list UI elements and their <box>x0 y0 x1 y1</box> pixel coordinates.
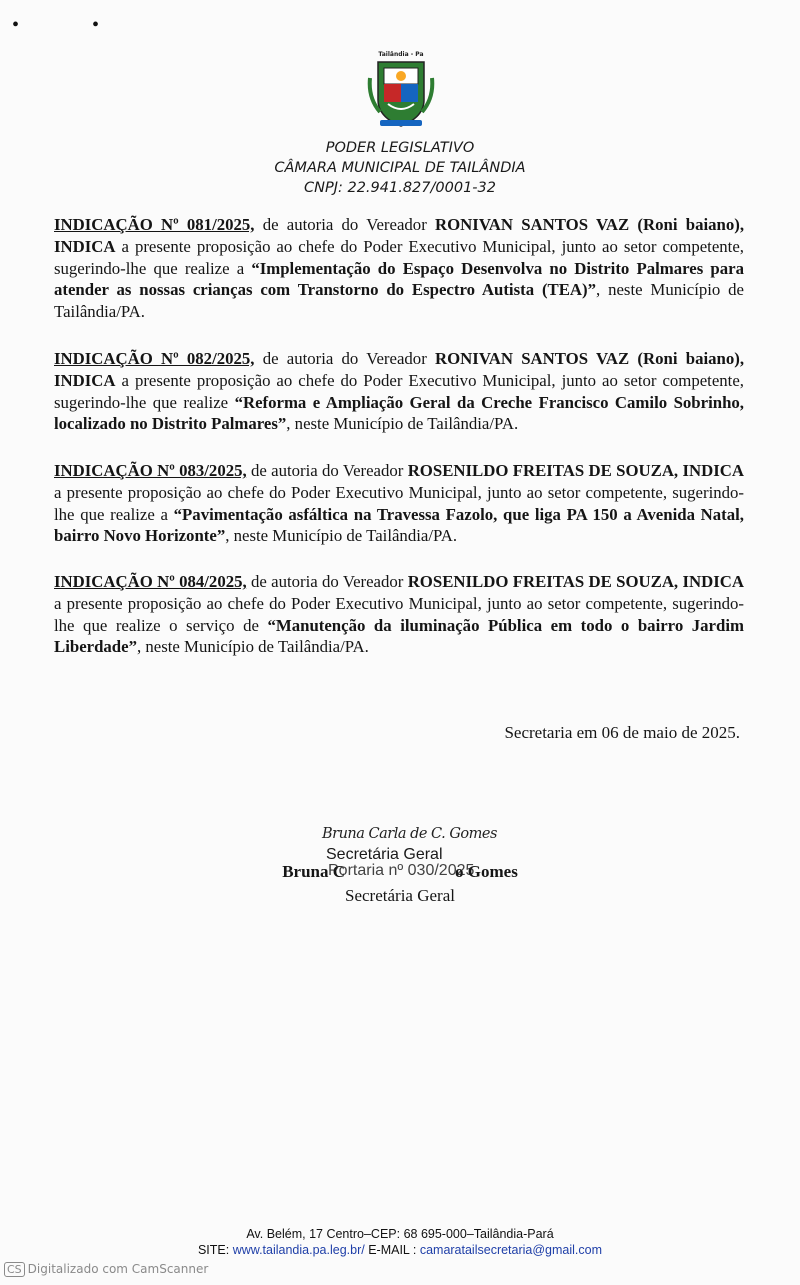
author-intro: de autoria do Vereador <box>246 572 408 591</box>
handwritten-signature: Bruna Carla de C. Gomes <box>322 826 497 842</box>
indication-closing: , neste Município de Tailândia/PA. <box>286 414 519 434</box>
municipal-crest-icon <box>366 48 436 132</box>
email-link[interactable]: camaratailsecretaria@gmail.com <box>419 1243 603 1257</box>
camscanner-text: Digitalizado com CamScanner <box>27 1262 209 1276</box>
signatory-name-left: Bruna C <box>282 862 346 881</box>
signatory-role: Secretária Geral <box>345 886 455 905</box>
indication-block <box>54 460 744 547</box>
indication-author: RONIVAN SANTOS VAZ (Roni baiano), <box>435 349 745 368</box>
indication-body: a presente proposição ao chefe do Poder Executivo Municipal, junto ao setor competente, sugerindo-lhe que realize a <box>54 482 744 524</box>
indication-block <box>54 214 744 323</box>
indication-ref: INDICAÇÃO Nº 081/2025, <box>54 215 255 234</box>
indication-ref: INDICAÇÃO Nº 083/2025, <box>54 461 247 480</box>
date-line: Secretaria em 06 de maio de 2025. <box>504 723 740 742</box>
indication-block <box>54 348 744 435</box>
site-link[interactable]: www.tailandia.pa.leg.br/ <box>232 1243 365 1257</box>
indication-block <box>54 571 744 658</box>
indication-closing: , neste Município de Tailândia/PA. <box>54 280 744 322</box>
indica-keyword: INDICA <box>54 236 116 256</box>
author-intro: de autoria do Vereador <box>254 215 435 234</box>
indica-keyword: INDICA <box>54 370 116 390</box>
document-footer <box>0 1226 800 1258</box>
author-intro: de autoria do Vereador <box>246 461 408 480</box>
header-line-cnpj: CNPJ: 22.941.827/0001-32 <box>304 180 496 196</box>
indication-closing: , neste Município de Tailândia/PA. <box>225 526 458 546</box>
camscanner-logo-icon: CS <box>4 1262 25 1277</box>
camscanner-watermark <box>4 1262 208 1277</box>
indication-closing: , neste Município de Tailândia/PA. <box>136 637 369 657</box>
email-label: E-MAIL : <box>364 1243 420 1257</box>
stamp-ordinance: Portaria nº 030/2025 <box>328 862 475 879</box>
scan-specks: • • <box>12 14 134 36</box>
indication-author: ROSENILDO FREITAS DE SOUZA, <box>407 461 679 480</box>
indica-keyword: INDICA <box>682 572 744 591</box>
indication-subject: “Manutenção da iluminação Pública em todo o bairro Jardim Liberdade” <box>54 615 744 657</box>
indication-ref: INDICAÇÃO Nº 082/2025, <box>54 349 255 368</box>
stamp-role: Secretária Geral <box>326 846 443 863</box>
indica-keyword: INDICA <box>682 461 744 480</box>
indication-subject: “Pavimentação asfáltica na Travessa Fazolo, que liga PA 150 a Avenida Natal, bairro Novo Horizonte” <box>54 504 744 546</box>
crest-label: Tailândia - Pa <box>378 51 424 58</box>
signatory-name-right: o Gomes <box>455 862 518 881</box>
footer-address: Av. Belém, 17 Centro–CEP: 68 695-000–Tailândia-Pará <box>246 1227 554 1241</box>
indication-subject: “Reforma e Ampliação Geral da Creche Francisco Camilo Sobrinho, localizado no Distrito Palmares” <box>54 392 744 434</box>
indication-body: a presente proposição ao chefe do Poder Executivo Municipal, junto ao setor competente, sugerindo-lhe que realize o serviço de <box>54 593 744 635</box>
header-line-legislative: PODER LEGISLATIVO <box>325 140 475 156</box>
indication-author: ROSENILDO FREITAS DE SOUZA, <box>407 572 679 591</box>
indication-author: RONIVAN SANTOS VAZ (Roni baiano), <box>435 215 745 234</box>
indication-ref: INDICAÇÃO Nº 084/2025, <box>54 572 247 591</box>
header-line-chamber: CÂMARA MUNICIPAL DE TAILÂNDIA <box>274 160 526 176</box>
document-header <box>0 138 800 198</box>
author-intro: de autoria do Vereador <box>254 349 435 368</box>
indication-body: a presente proposição ao chefe do Poder Executivo Municipal, junto ao setor competente, sugerindo-lhe que realize <box>54 370 744 412</box>
indication-subject: “Implementação do Espaço Desenvolva no Distrito Palmares para atender as nossas crianças com Transtorno do Espectro Autista (TEA)” <box>54 258 744 300</box>
indication-body: a presente proposição ao chefe do Poder Executivo Municipal, junto ao setor competente, sugerindo-lhe que realize a <box>54 236 744 278</box>
site-label: SITE: <box>197 1243 233 1257</box>
footer-contacts <box>0 1242 800 1258</box>
